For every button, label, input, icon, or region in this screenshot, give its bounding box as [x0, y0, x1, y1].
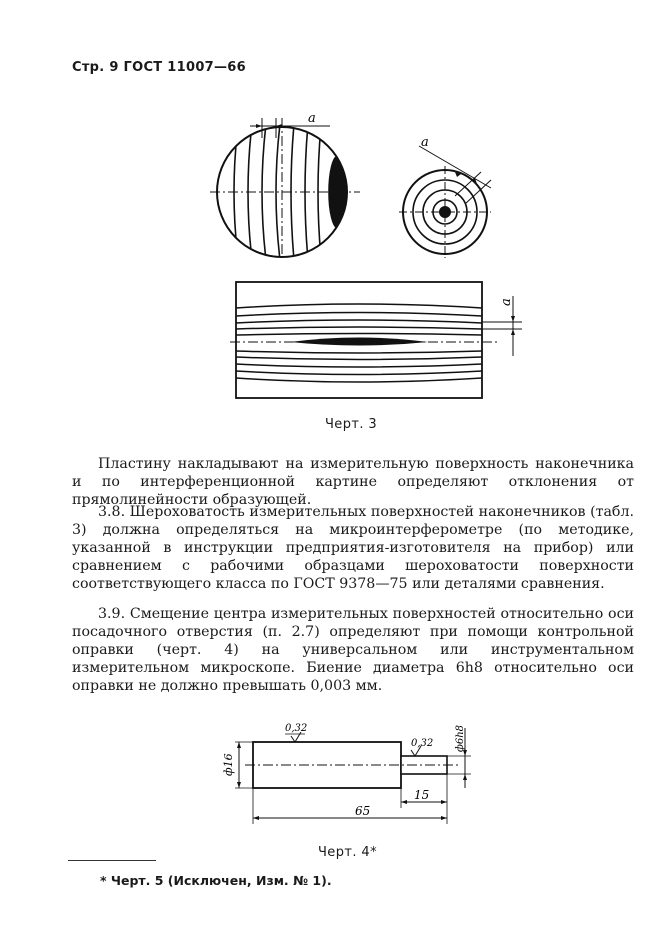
figure3-rings: [395, 130, 515, 260]
paragraph-3-9: 3.9. Смещение центра измерительных поверхностей относительно оси посадочного отверстия (п. 2.7) определяют при помощи контрольной оправки (черт. 4) на универсальном или инструментальном измерительном микроскопе. Биение диаметра 6h8 относительно оси оправки не должно превышать 0,003 мм.: [72, 606, 634, 694]
figure3-caption: Черт. 3: [325, 417, 378, 432]
paragraph-3-8: 3.8. Шероховатость измерительных поверхностей наконечников (табл. 3) должна определяться на микроинтерферометре (по методике, указанной в инструкции предприятия-изготовителя на прибор) или сравнением с рабочими образцами шероховатости поверхности соответствующего класса по ГОСТ 9378—75 или деталями сравнения.: [72, 504, 634, 592]
paragraph-1: Пластину накладывают на измерительную поверхность наконечника и по интерференционной картине определяют отклонения от прямолинейности образующей.: [72, 456, 634, 508]
cylinder-label-a: а: [499, 298, 514, 306]
roughness-left: 0,32: [285, 723, 308, 734]
rings-label-a: а: [421, 135, 429, 150]
figure3-sphere: [200, 108, 370, 258]
footnote-divider: [68, 860, 156, 861]
dim-shaft-diameter: ф6h8: [455, 725, 466, 752]
dim-diameter-16: ф16: [222, 753, 235, 776]
page-header: Стр. 9 ГОСТ 11007—66: [72, 60, 247, 75]
footnote: * Черт. 5 (Исключен, Изм. № 1).: [100, 873, 332, 888]
sphere-label-a: а: [308, 111, 316, 126]
dim-length-65: 65: [355, 804, 371, 818]
roughness-right: 0,32: [411, 738, 434, 749]
figure3-cylinder: [230, 278, 530, 402]
dim-length-15: 15: [414, 788, 430, 802]
figure4-caption: Черт. 4*: [318, 845, 377, 860]
figure4-mandrel: [215, 718, 485, 830]
